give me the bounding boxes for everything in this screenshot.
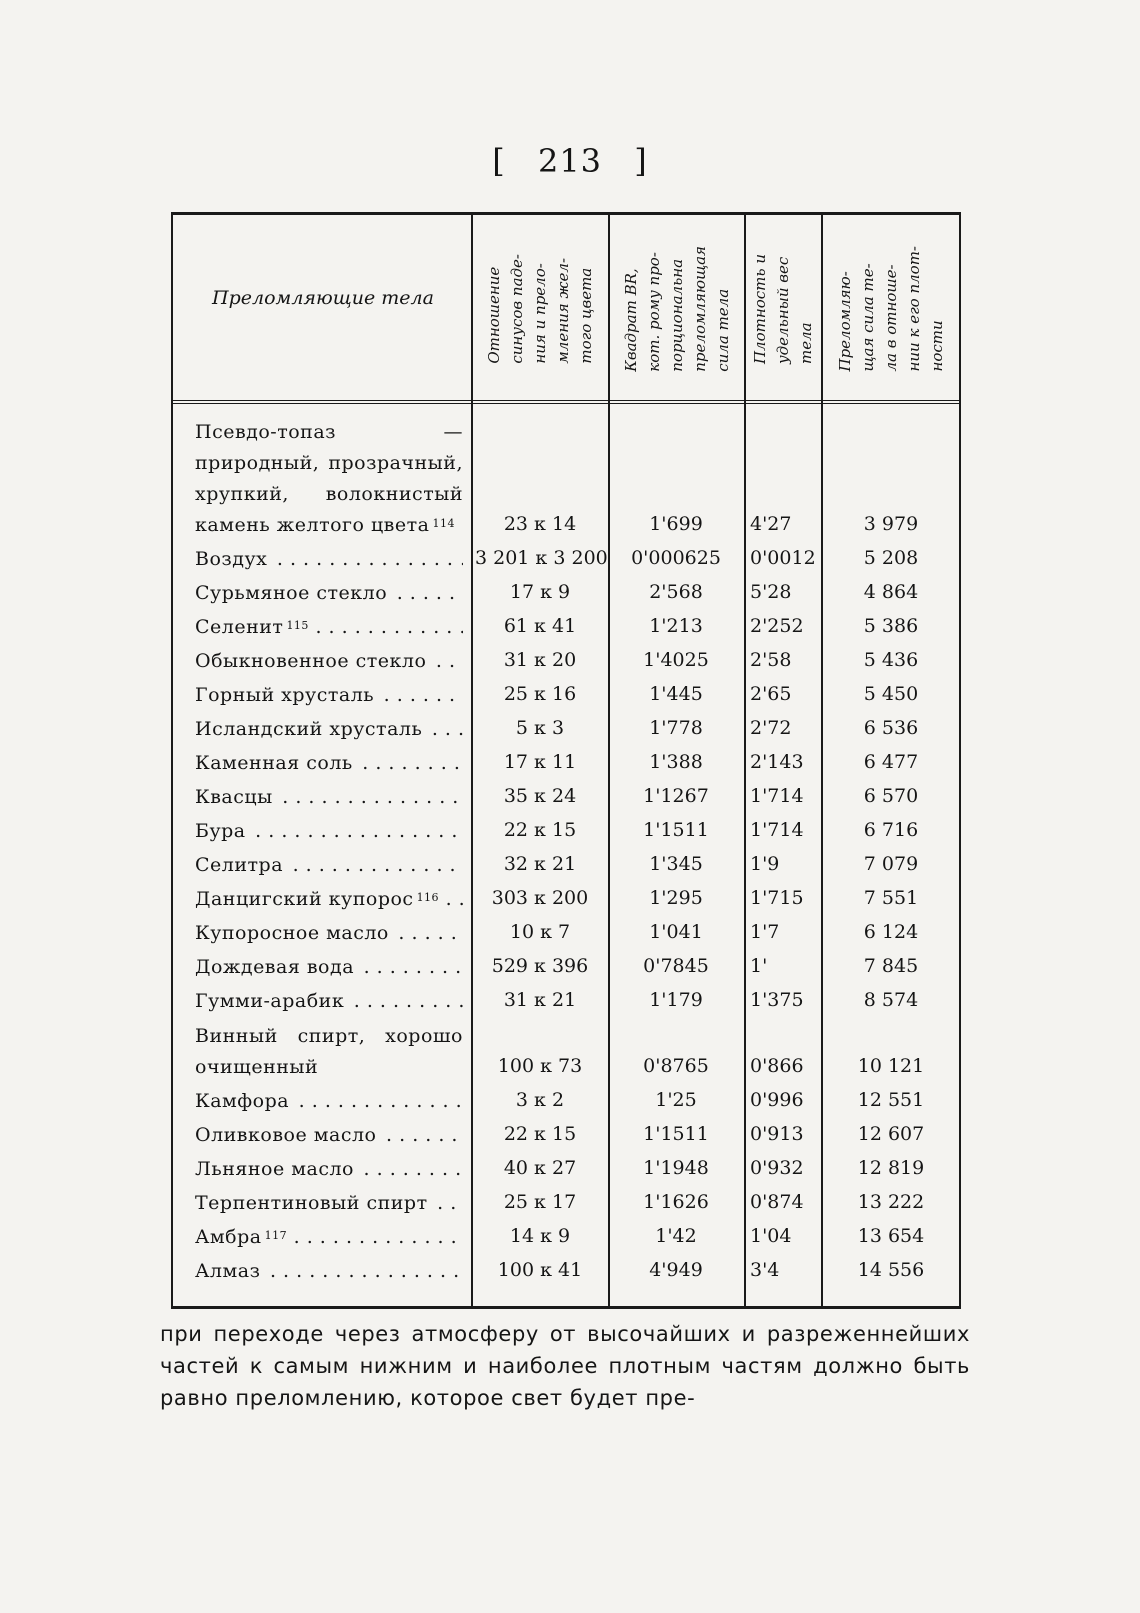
sine-ratio: 529 к 396 bbox=[491, 955, 589, 977]
table-row bbox=[173, 577, 959, 611]
table-row bbox=[173, 1019, 959, 1085]
substance-name: Льняное масло bbox=[195, 1158, 354, 1180]
row-substance bbox=[195, 850, 463, 881]
left-bracket: [ bbox=[492, 142, 506, 180]
sine-ratio: 61 к 41 bbox=[503, 615, 577, 637]
table-row bbox=[173, 1085, 959, 1119]
substance-name: Горный хрусталь bbox=[195, 684, 375, 706]
square-br: 1'778 bbox=[649, 717, 703, 739]
density: 1'375 bbox=[750, 989, 804, 1011]
square-br: 1'1511 bbox=[643, 819, 709, 841]
refractive-power: 6 536 bbox=[863, 717, 919, 739]
row-substance bbox=[195, 544, 463, 575]
row-substance bbox=[195, 986, 463, 1017]
substance-name: Каменная соль bbox=[195, 752, 353, 774]
square-br: 2'568 bbox=[649, 581, 703, 603]
refractive-power: 3 979 bbox=[863, 513, 919, 535]
square-br: 1'179 bbox=[649, 989, 703, 1011]
table-row bbox=[173, 543, 959, 577]
refractive-power: 10 121 bbox=[857, 1055, 925, 1077]
density: 0'996 bbox=[750, 1089, 804, 1111]
footnote-ref: 116 bbox=[416, 891, 440, 904]
row-substance bbox=[195, 816, 463, 847]
row-substance bbox=[195, 918, 463, 949]
table-row bbox=[173, 713, 959, 747]
sine-ratio: 25 к 17 bbox=[503, 1191, 577, 1213]
refractive-power: 13 654 bbox=[857, 1225, 925, 1247]
table-row bbox=[173, 917, 959, 951]
density: 1'9 bbox=[750, 853, 780, 875]
square-br: 1'295 bbox=[649, 887, 703, 909]
square-br: 0'000625 bbox=[631, 547, 721, 569]
row-substance bbox=[195, 714, 463, 745]
square-br: 0'7845 bbox=[643, 955, 709, 977]
table-row bbox=[173, 1187, 959, 1221]
substance-name: Селенит bbox=[195, 616, 284, 638]
substance-name: Исландский хрусталь bbox=[195, 718, 423, 740]
square-br: 1'4025 bbox=[643, 649, 709, 671]
density: 5'28 bbox=[750, 581, 792, 603]
substance-name: Алмаз bbox=[195, 1260, 261, 1282]
sine-ratio: 17 к 9 bbox=[509, 581, 571, 603]
density: 0'866 bbox=[750, 1055, 804, 1077]
refractive-power: 6 716 bbox=[863, 819, 919, 841]
row-substance bbox=[195, 680, 463, 711]
page-number bbox=[0, 142, 1140, 180]
row-substance bbox=[195, 578, 463, 609]
table-row bbox=[173, 1153, 959, 1187]
density: 0'913 bbox=[750, 1123, 804, 1145]
sine-ratio: 31 к 21 bbox=[503, 989, 577, 1011]
substance-name: Селитра bbox=[195, 854, 284, 876]
header-refracting-bodies: Преломляющие тела bbox=[212, 287, 434, 309]
density: 2'58 bbox=[750, 649, 792, 671]
header-square-br: Квадрат BR, кот. рому про- порциональна преломляющая сила тела bbox=[621, 246, 732, 372]
density: 2'65 bbox=[750, 683, 792, 705]
density: 3'4 bbox=[750, 1259, 780, 1281]
density: 2'143 bbox=[750, 751, 804, 773]
row-substance bbox=[195, 1256, 463, 1287]
substance-name: Гумми-арабик bbox=[195, 990, 345, 1012]
density: 4'27 bbox=[750, 513, 792, 535]
substance-name: Данцигский купорос bbox=[195, 888, 414, 910]
refractive-power: 12 607 bbox=[857, 1123, 925, 1145]
table-row bbox=[173, 1221, 959, 1255]
square-br: 4'949 bbox=[649, 1259, 703, 1281]
substance-name: Квасцы bbox=[195, 786, 273, 808]
refractive-power: 12 551 bbox=[857, 1089, 925, 1111]
square-br: 0'8765 bbox=[643, 1055, 709, 1077]
table-row bbox=[173, 679, 959, 713]
density: 0'874 bbox=[750, 1191, 804, 1213]
header-double-rule bbox=[173, 400, 959, 404]
refractive-power: 6 570 bbox=[863, 785, 919, 807]
refractive-power: 7 845 bbox=[863, 955, 919, 977]
table-row bbox=[173, 747, 959, 781]
density: 0'932 bbox=[750, 1157, 804, 1179]
sine-ratio: 22 к 15 bbox=[503, 819, 577, 841]
header-sine-ratio: Отношение синусов паде- ния и прело- мления жел- того цвета bbox=[485, 254, 595, 364]
density: 2'72 bbox=[750, 717, 792, 739]
refractive-power: 13 222 bbox=[857, 1191, 925, 1213]
row-substance bbox=[195, 417, 463, 541]
refractive-power: 5 450 bbox=[863, 683, 919, 705]
row-substance bbox=[195, 646, 463, 677]
refractive-power: 6 124 bbox=[863, 921, 919, 943]
square-br: 1'25 bbox=[655, 1089, 697, 1111]
substance-name: Винный спирт, хорошо очищенный bbox=[195, 1025, 463, 1078]
substance-name: Камфора bbox=[195, 1090, 290, 1112]
row-substance bbox=[195, 884, 463, 915]
refractive-power: 8 574 bbox=[863, 989, 919, 1011]
table-row bbox=[173, 849, 959, 883]
sine-ratio: 31 к 20 bbox=[503, 649, 577, 671]
substance-name: Оливковое масло bbox=[195, 1124, 377, 1146]
refractive-power: 7 551 bbox=[863, 887, 919, 909]
refractive-power: 7 079 bbox=[863, 853, 919, 875]
square-br: 1'445 bbox=[649, 683, 703, 705]
sine-ratio: 3 к 2 bbox=[515, 1089, 565, 1111]
substance-name: Амбра bbox=[195, 1226, 262, 1248]
row-substance bbox=[195, 1021, 463, 1083]
sine-ratio: 10 к 7 bbox=[509, 921, 571, 943]
square-br: 1'1267 bbox=[643, 785, 709, 807]
row-substance bbox=[195, 1222, 463, 1253]
footnote-ref: 117 bbox=[264, 1229, 288, 1242]
table-row bbox=[173, 781, 959, 815]
square-br: 1'699 bbox=[649, 513, 703, 535]
density: 1'04 bbox=[750, 1225, 792, 1247]
sine-ratio: 23 к 14 bbox=[503, 513, 577, 535]
table-body bbox=[173, 413, 959, 1289]
page-number-value: 213 bbox=[537, 142, 603, 180]
density: 1'715 bbox=[750, 887, 804, 909]
table-row bbox=[173, 815, 959, 849]
body-paragraph: при переходе через атмосферу от высочайших и разреженнейших частей к самым нижним и наиболее плотным частям должно быть равно преломлению, которое свет будет пре- bbox=[160, 1322, 970, 1410]
row-substance bbox=[195, 1086, 463, 1117]
table-row bbox=[173, 645, 959, 679]
table-row bbox=[173, 611, 959, 645]
footnote-ref: 114 bbox=[432, 517, 455, 530]
refractive-power: 6 477 bbox=[863, 751, 919, 773]
substance-name: Купоросное масло bbox=[195, 922, 389, 944]
substance-name: Сурьмяное стекло bbox=[195, 582, 388, 604]
refractive-power: 12 819 bbox=[857, 1157, 925, 1179]
row-substance bbox=[195, 748, 463, 779]
density: 1'7 bbox=[750, 921, 780, 943]
density: 2'252 bbox=[750, 615, 804, 637]
substance-name: Обыкновенное стекло bbox=[195, 650, 427, 672]
density: 1' bbox=[750, 955, 768, 977]
sine-ratio: 17 к 11 bbox=[503, 751, 577, 773]
refractive-power: 5 436 bbox=[863, 649, 919, 671]
square-br: 1'213 bbox=[649, 615, 703, 637]
substance-name: Псевдо-топаз — природный, прозрачный, хрупкий, волокнистый камень желтого цвета bbox=[195, 421, 463, 536]
density: 1'714 bbox=[750, 785, 804, 807]
square-br: 1'42 bbox=[655, 1225, 697, 1247]
sine-ratio: 22 к 15 bbox=[503, 1123, 577, 1145]
refractive-power: 5 386 bbox=[863, 615, 919, 637]
row-substance bbox=[195, 1120, 463, 1151]
row-substance bbox=[195, 1154, 463, 1185]
square-br: 1'345 bbox=[649, 853, 703, 875]
square-br: 1'1511 bbox=[643, 1123, 709, 1145]
table-row bbox=[173, 985, 959, 1019]
sine-ratio: 3 201 к 3 200 bbox=[475, 547, 608, 569]
header-refractive-power: Преломляю- щая сила те- ла в отноше- нии к его плот- ности bbox=[835, 246, 946, 372]
refractive-power: 14 556 bbox=[857, 1259, 925, 1281]
row-substance bbox=[195, 782, 463, 813]
square-br: 1'041 bbox=[649, 921, 703, 943]
sine-ratio: 25 к 16 bbox=[503, 683, 577, 705]
density: 0'0012 bbox=[750, 547, 816, 569]
footnote-ref: 115 bbox=[286, 619, 309, 632]
square-br: 1'1948 bbox=[643, 1157, 709, 1179]
table-row bbox=[173, 413, 959, 543]
table-row bbox=[173, 1255, 959, 1289]
row-substance bbox=[195, 612, 463, 643]
sine-ratio: 100 к 73 bbox=[497, 1055, 583, 1077]
right-bracket: ] bbox=[634, 142, 648, 180]
sine-ratio: 40 к 27 bbox=[503, 1157, 577, 1179]
table-row bbox=[173, 951, 959, 985]
sine-ratio: 100 к 41 bbox=[497, 1259, 583, 1281]
substance-name: Бура bbox=[195, 820, 246, 842]
square-br: 1'1626 bbox=[643, 1191, 709, 1213]
table-row bbox=[173, 1119, 959, 1153]
sine-ratio: 32 к 21 bbox=[503, 853, 577, 875]
refractive-power: 5 208 bbox=[863, 547, 919, 569]
sine-ratio: 5 к 3 bbox=[515, 717, 565, 739]
substance-name: Терпентиновый спирт bbox=[195, 1192, 428, 1214]
square-br: 1'388 bbox=[649, 751, 703, 773]
refraction-table bbox=[171, 212, 961, 1309]
substance-name: Дождевая вода bbox=[195, 956, 355, 978]
row-substance bbox=[195, 952, 463, 983]
refractive-power: 4 864 bbox=[863, 581, 919, 603]
table-row bbox=[173, 883, 959, 917]
sine-ratio: 303 к 200 bbox=[491, 887, 589, 909]
header-density: Плотность и удельный вес тела bbox=[751, 253, 815, 365]
density: 1'714 bbox=[750, 819, 804, 841]
sine-ratio: 14 к 9 bbox=[509, 1225, 571, 1247]
sine-ratio: 35 к 24 bbox=[503, 785, 577, 807]
row-substance bbox=[195, 1188, 463, 1219]
substance-name: Воздух bbox=[195, 548, 268, 570]
